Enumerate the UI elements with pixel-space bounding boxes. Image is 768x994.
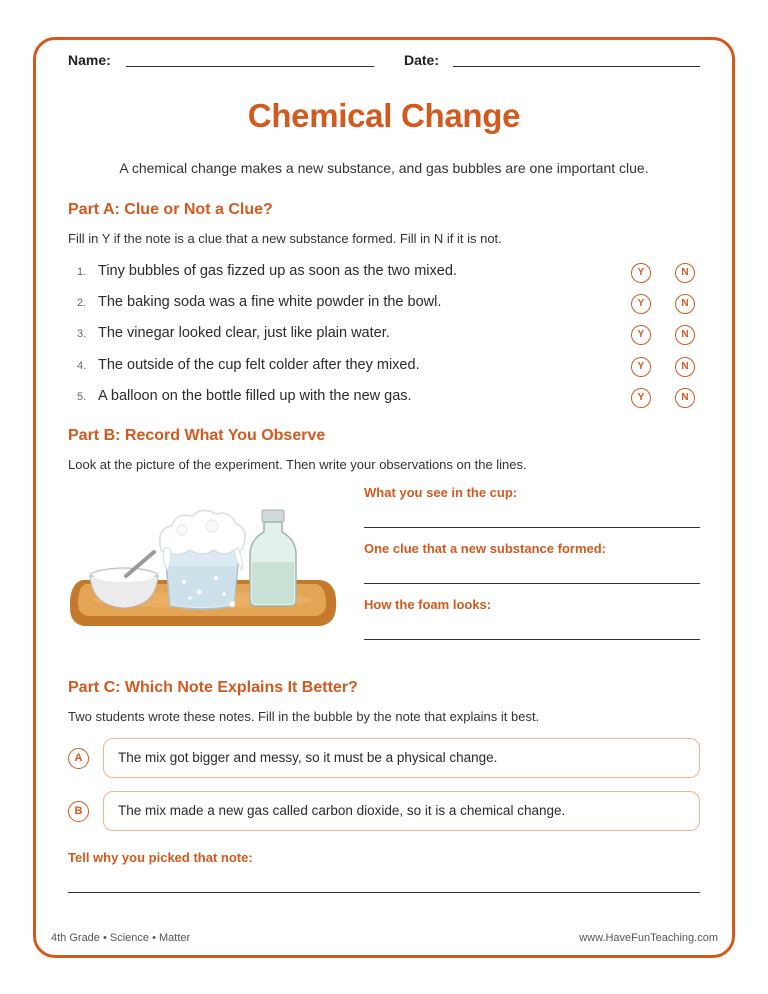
n-bubble[interactable]: N <box>675 388 695 408</box>
item-text: The baking soda was a fine white powder in the bowl. <box>98 294 442 310</box>
part-b-heading: Part B: Record What You Observe <box>68 427 326 444</box>
list-item <box>68 356 700 380</box>
n-bubble[interactable]: N <box>675 325 695 345</box>
list-item <box>68 324 700 348</box>
item-number: 3. <box>77 328 87 340</box>
n-bubble[interactable]: N <box>675 357 695 377</box>
note-b-box: The mix made a new gas called carbon dioxide, so it is a chemical change. <box>103 791 700 831</box>
item-number: 2. <box>77 297 87 309</box>
item-text: A balloon on the bottle filled up with the new gas. <box>98 388 412 404</box>
item-text: The outside of the cup felt colder after they mixed. <box>98 357 420 373</box>
part-a-instructions: Fill in Y if the note is a clue that a new substance formed. Fill in N if it is not. <box>68 231 502 246</box>
intro-text: A chemical change makes a new substance, and gas bubbles are one important clue. <box>119 160 649 176</box>
y-bubble[interactable]: Y <box>631 294 651 314</box>
y-bubble[interactable]: Y <box>631 388 651 408</box>
item-number: 5. <box>77 391 87 403</box>
page-title: Chemical Change <box>247 97 521 134</box>
list-item <box>68 262 700 286</box>
list-item <box>68 293 700 317</box>
part-c-instructions: Two students wrote these notes. Fill in the bubble by the note that explains it best. <box>68 709 540 724</box>
item-text: Tiny bubbles of gas fizzed up as soon as the two mixed. <box>98 263 457 279</box>
observation-line-clue[interactable] <box>364 583 700 584</box>
why-prompt: Tell why you picked that note: <box>68 850 253 865</box>
part-a-heading: Part A: Clue or Not a Clue? <box>68 201 273 218</box>
part-b-instructions: Look at the picture of the experiment. Then write your observations on the lines. <box>68 457 527 472</box>
name-label: Name: <box>68 52 111 68</box>
n-bubble[interactable]: N <box>675 294 695 314</box>
observation-line-foam[interactable] <box>364 639 700 640</box>
note-a-box: The mix got bigger and messy, so it must be a physical change. <box>103 738 700 778</box>
note-b-bubble[interactable]: B <box>68 801 89 822</box>
experiment-illustration <box>64 500 344 636</box>
name-line[interactable] <box>126 66 374 67</box>
observation-prompt-clue: One clue that a new substance formed: <box>364 541 606 556</box>
item-number: 4. <box>77 360 87 372</box>
n-bubble[interactable]: N <box>675 263 695 283</box>
y-bubble[interactable]: Y <box>631 357 651 377</box>
note-a-bubble[interactable]: A <box>68 748 89 769</box>
footer-grade-subject: 4th Grade • Science • Matter <box>51 932 191 944</box>
y-bubble[interactable]: Y <box>631 263 651 283</box>
footer-website: www.HaveFunTeaching.com <box>579 932 718 944</box>
item-text: The vinegar looked clear, just like plain water. <box>98 325 390 341</box>
observation-prompt-cup: What you see in the cup: <box>364 485 518 500</box>
date-line[interactable] <box>453 66 700 67</box>
observation-line-cup[interactable] <box>364 527 700 528</box>
list-item <box>68 387 700 411</box>
why-answer-line[interactable] <box>68 892 700 893</box>
part-c-heading: Part C: Which Note Explains It Better? <box>68 679 358 696</box>
y-bubble[interactable]: Y <box>631 325 651 345</box>
item-number: 1. <box>77 266 87 278</box>
observation-prompt-foam: How the foam looks: <box>364 597 492 612</box>
date-label: Date: <box>404 52 440 68</box>
